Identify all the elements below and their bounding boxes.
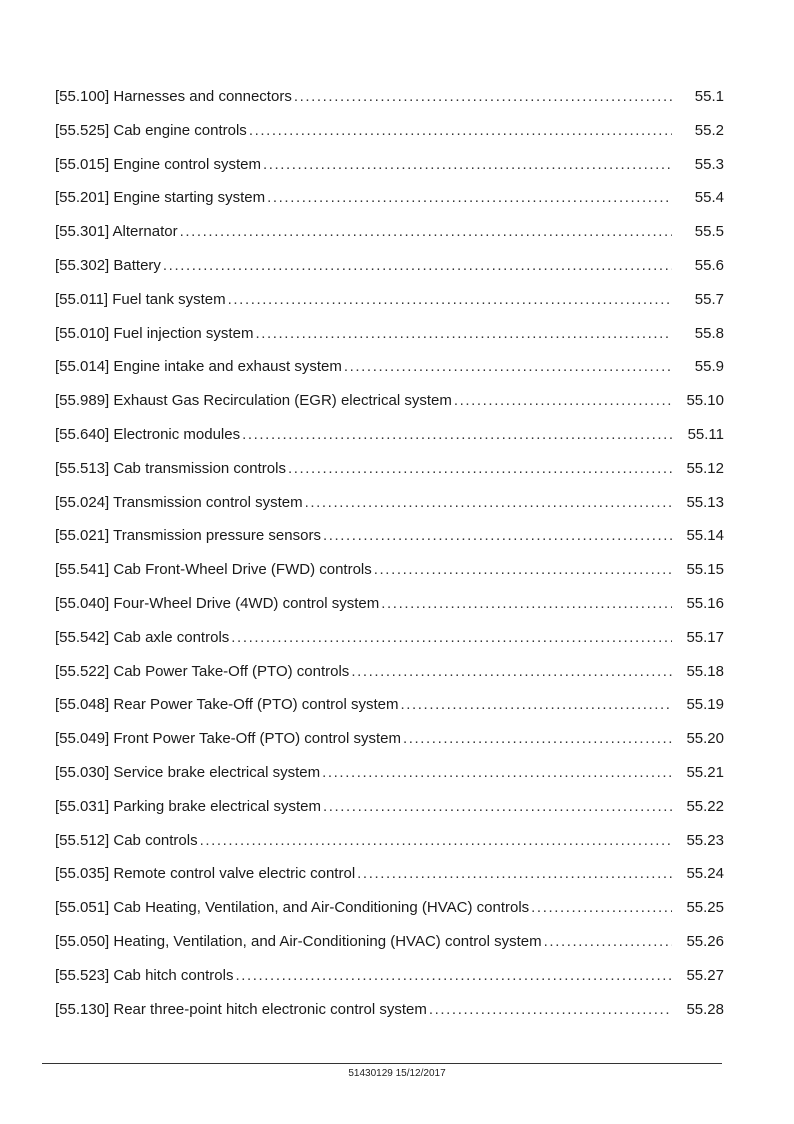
toc-entry[interactable] [55,458,724,492]
toc-entry-title: [55.015] Engine control system [55,155,261,173]
toc-entry[interactable] [55,187,724,221]
dot-leader [294,86,672,108]
toc-entry[interactable] [55,830,724,864]
toc-entry-page: 55.21 [686,763,724,781]
footer-divider [42,1063,722,1064]
toc-entry[interactable] [55,796,724,830]
toc-entry-title: [55.100] Harnesses and connectors [55,88,292,105]
toc-entry[interactable] [55,424,724,458]
toc-entry-page: 55.26 [686,932,724,950]
toc-entry-title: [55.302] Battery [55,256,161,274]
dot-leader [323,525,672,547]
dot-leader [249,120,672,142]
toc-entry-title: [55.049] Front Power Take-Off (PTO) control system [55,730,401,748]
dot-leader [344,356,672,378]
toc-entry[interactable] [55,728,724,762]
toc-entry-page: 55.11 [687,425,724,443]
toc-entry-page: 55.15 [686,561,724,579]
toc-entry-title: [55.542] Cab axle controls [55,628,230,646]
toc-entry-page: 55.14 [686,527,724,545]
toc-entry-page: 55.7 [694,290,724,308]
toc-entry-title: [55.201] Engine starting system [55,189,266,207]
toc-entry[interactable] [55,289,724,323]
toc-entry[interactable] [55,86,724,120]
toc-entry-page: 55.1 [694,88,724,105]
toc-entry-page: 55.24 [686,865,724,883]
toc-entry-page: 55.2 [694,121,724,139]
dot-leader [351,661,672,683]
toc-entry-page: 55.8 [694,324,724,342]
dot-leader [531,897,672,919]
dot-leader [381,593,672,615]
toc-entry-title: [55.640] Electronic modules [55,425,241,443]
toc-entry[interactable] [55,323,724,357]
table-of-contents [55,86,724,1032]
toc-entry-page: 55.12 [686,459,724,477]
dot-leader [163,255,672,277]
toc-entry[interactable] [55,255,724,289]
toc-entry[interactable] [55,390,724,424]
toc-entry-page: 55.19 [686,696,724,714]
toc-entry[interactable] [55,120,724,154]
toc-entry-title: [55.512] Cab controls [55,831,198,849]
toc-entry-page: 55.6 [694,256,724,274]
toc-entry-page: 55.28 [686,1000,724,1018]
dot-leader [429,999,672,1021]
dot-leader [400,694,672,716]
toc-entry[interactable] [55,999,724,1033]
toc-entry-title: [55.010] Fuel injection system [55,324,254,342]
dot-leader [305,492,672,514]
toc-entry-page: 55.22 [686,797,724,815]
toc-entry-page: 55.10 [686,392,724,410]
dot-leader [288,458,672,480]
dot-leader [235,965,672,987]
toc-entry-page: 55.3 [694,155,724,173]
dot-leader [200,830,672,852]
toc-entry[interactable] [55,897,724,931]
toc-entry[interactable] [55,559,724,593]
dot-leader [544,931,672,953]
toc-entry[interactable] [55,492,724,526]
toc-entry-title: [55.050] Heating, Ventilation, and Air-Conditioning (HVAC) control system [55,932,542,950]
toc-entry-page: 55.18 [686,662,724,680]
toc-entry-title: [55.130] Rear three-point hitch electronic control system [55,1000,427,1018]
dot-leader [231,627,672,649]
dot-leader [267,187,672,209]
toc-entry[interactable] [55,965,724,999]
toc-entry[interactable] [55,525,724,559]
toc-entry-page: 55.5 [694,223,724,241]
toc-entry-title: [55.989] Exhaust Gas Recirculation (EGR) electrical system [55,392,452,410]
dot-leader [454,390,672,412]
toc-entry-page: 55.23 [686,831,724,849]
dot-leader [323,796,672,818]
toc-entry-page: 55.13 [686,493,724,511]
toc-entry[interactable] [55,931,724,965]
dot-leader [374,559,672,581]
toc-entry-page: 55.16 [686,594,724,612]
toc-entry-title: [55.024] Transmission control system [55,493,303,511]
toc-entry-title: [55.301] Alternator [55,223,178,241]
toc-entry[interactable] [55,593,724,627]
toc-entry-title: [55.523] Cab hitch controls [55,966,234,984]
toc-entry-title: [55.522] Cab Power Take-Off (PTO) controls [55,662,350,680]
toc-entry-title: [55.030] Service brake electrical system [55,763,321,781]
toc-entry-page: 55.20 [686,730,724,748]
toc-entry[interactable] [55,661,724,695]
toc-entry-title: [55.541] Cab Front-Wheel Drive (FWD) controls [55,561,372,579]
toc-entry-title: [55.011] Fuel tank system [55,290,226,308]
toc-entry-page: 55.17 [686,628,724,646]
toc-entry-title: [55.021] Transmission pressure sensors [55,527,321,545]
dot-leader [180,221,672,243]
toc-entry-title: [55.040] Four-Wheel Drive (4WD) control system [55,594,380,612]
toc-entry-title: [55.525] Cab engine controls [55,121,247,139]
toc-entry[interactable] [55,627,724,661]
dot-leader [263,154,672,176]
dot-leader [228,289,672,311]
toc-entry-title: [55.048] Rear Power Take-Off (PTO) control system [55,696,399,714]
dot-leader [255,323,672,345]
toc-entry-title: [55.035] Remote control valve electric control [55,865,356,883]
toc-entry-page: 55.4 [694,189,724,207]
toc-entry[interactable] [55,356,724,390]
toc-entry-page: 55.9 [694,358,724,376]
toc-entry-title: [55.031] Parking brake electrical system [55,797,321,815]
dot-leader [242,424,672,446]
dot-leader [403,728,672,750]
footer-document-id: 51430129 15/12/2017 [348,1068,446,1079]
dot-leader [357,863,672,885]
toc-entry[interactable] [55,762,724,796]
toc-entry[interactable] [55,221,724,255]
toc-entry-title: [55.014] Engine intake and exhaust system [55,358,342,376]
toc-entry-title: [55.051] Cab Heating, Ventilation, and Air-Conditioning (HVAC) controls [55,899,530,917]
toc-entry[interactable] [55,154,724,188]
toc-entry-page: 55.25 [686,899,724,917]
toc-entry-title: [55.513] Cab transmission controls [55,459,286,477]
toc-entry[interactable] [55,863,724,897]
toc-entry-page: 55.27 [686,966,724,984]
dot-leader [322,762,672,784]
toc-entry[interactable] [55,694,724,728]
